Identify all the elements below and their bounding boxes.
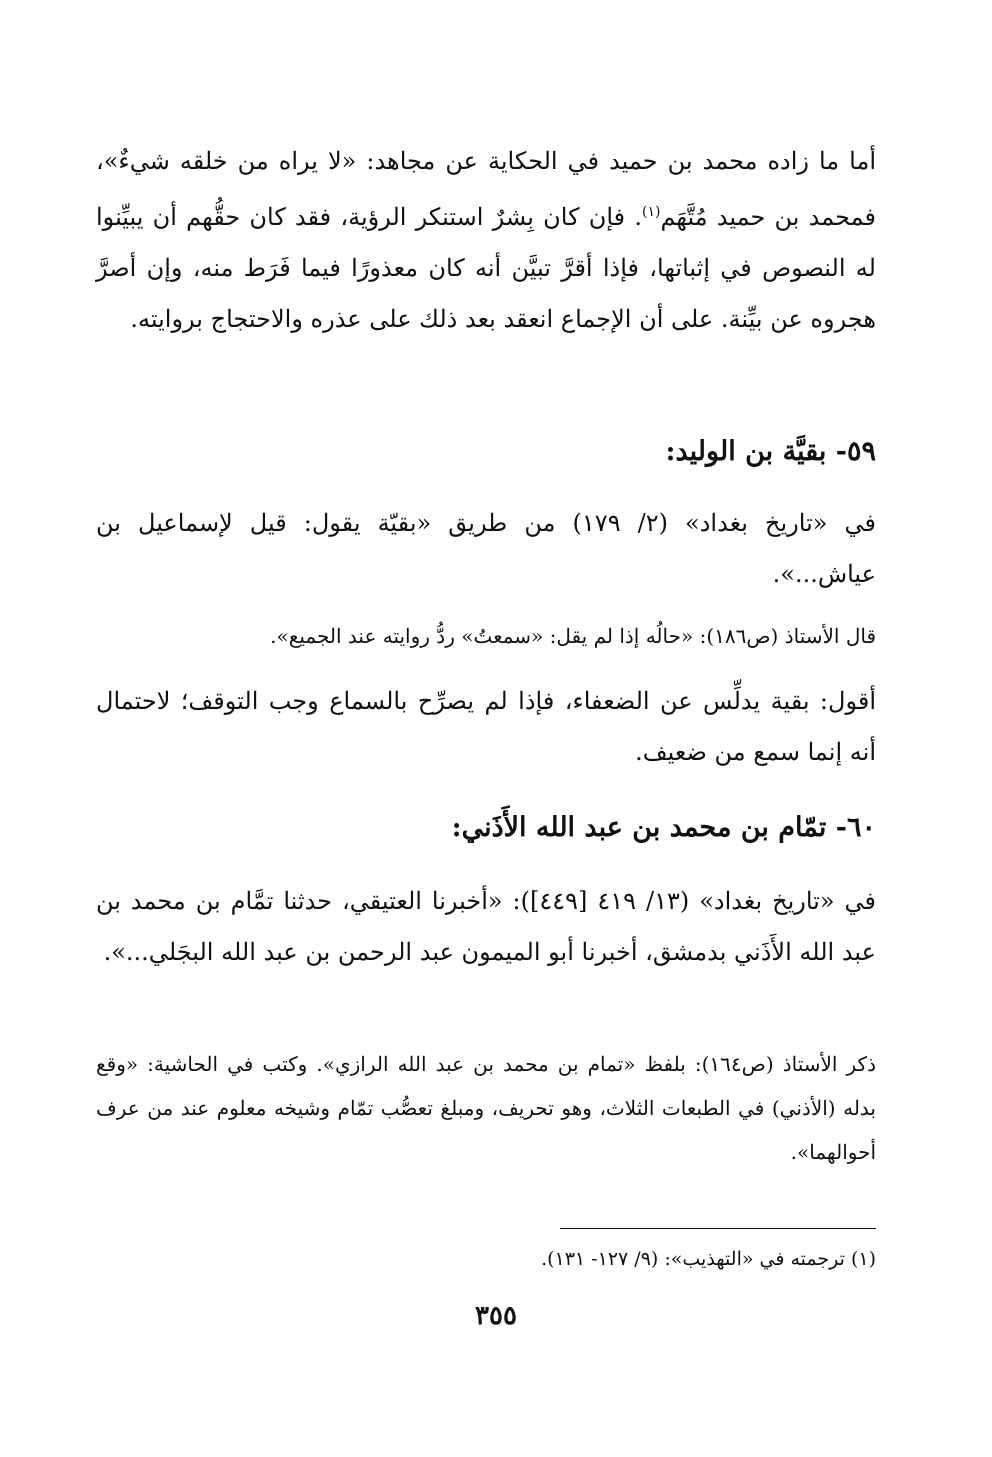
paragraph-author-reply-59: أقول: بقية يدلِّس عن الضعفاء، فإذا لم يصرِّح بالسماع وجب التوقف؛ لاحتمال أنه إنما سمع من ضعيف. (96, 687, 876, 766)
paragraph-text-continued: . فإن كان بِشرٌ استنكر الرؤية، فقد كان حقُّهم أن يبيِّنوا له النصوص في إثباتها، فإذا أقرَّ تبيَّن أنه كان معذورًا فيما فَرَط منه، وإن أصرَّ هجروه عن بيِّنة. على أن الإجماع انعقد بعد ذلك على عذره والاحتجاج بروايته. (96, 203, 876, 333)
page-number: ٣٥٥ (475, 1301, 517, 1331)
entry-heading-59: ٥٩- بقيَّة بن الوليد: (665, 436, 876, 467)
paragraph-tarikh-baghdad-60: في «تاريخ بغداد» (١٣/ ٤١٩ [٤٤٩]): «أخبرنا العتيقي، حدثنا تمَّام بن محمد بن عبد الله الأَذَني بدمشق، أخبرنا أبو الميمون عبد الرحمن بن عبد الله البجَلي...». (96, 887, 876, 966)
paragraph-ustadh-quote-59: قال الأستاذ (ص١٨٦): «حالُه إذا لم يقل: «سمعتُ» ردُّ روايته عند الجميع». (270, 624, 876, 648)
paragraph-tarikh-baghdad-59: في «تاريخ بغداد» (٢/ ١٧٩) من طريق «بقيّة يقول: قيل لإسماعيل بن عياش...». (96, 509, 876, 588)
footnote: (١) ترجمته في «التهذيب»: (٩/ ١٢٧- ١٣١). (541, 1248, 876, 1270)
paragraph-text: أما ما زاده محمد بن حميد في الحكاية عن مجاهد: «لا يراه من خلقه شيءٌ»، فمحمد بن حميد مُتَّهَم (96, 147, 876, 231)
entry-heading-60: ٦٠- تمّام بن محمد بن عبد الله الأَذَني: (451, 812, 876, 843)
paragraph-muhammad-ibn-humayd (96, 136, 876, 345)
footnote-reference: (١) (641, 204, 661, 220)
paragraph-ustadh-quote-60: ذكر الأستاذ (ص١٦٤): بلفظ «تمام بن محمد بن عبد الله الرازي». وكتب في الحاشية: «وقع بدله (الأذني) في الطبعات الثلاث، وهو تحريف، ومبلغ تعصُّب تمّام وشيخه معلوم عند من عرف أحوالهما». (96, 1052, 876, 1164)
footnote-divider (560, 1228, 876, 1229)
